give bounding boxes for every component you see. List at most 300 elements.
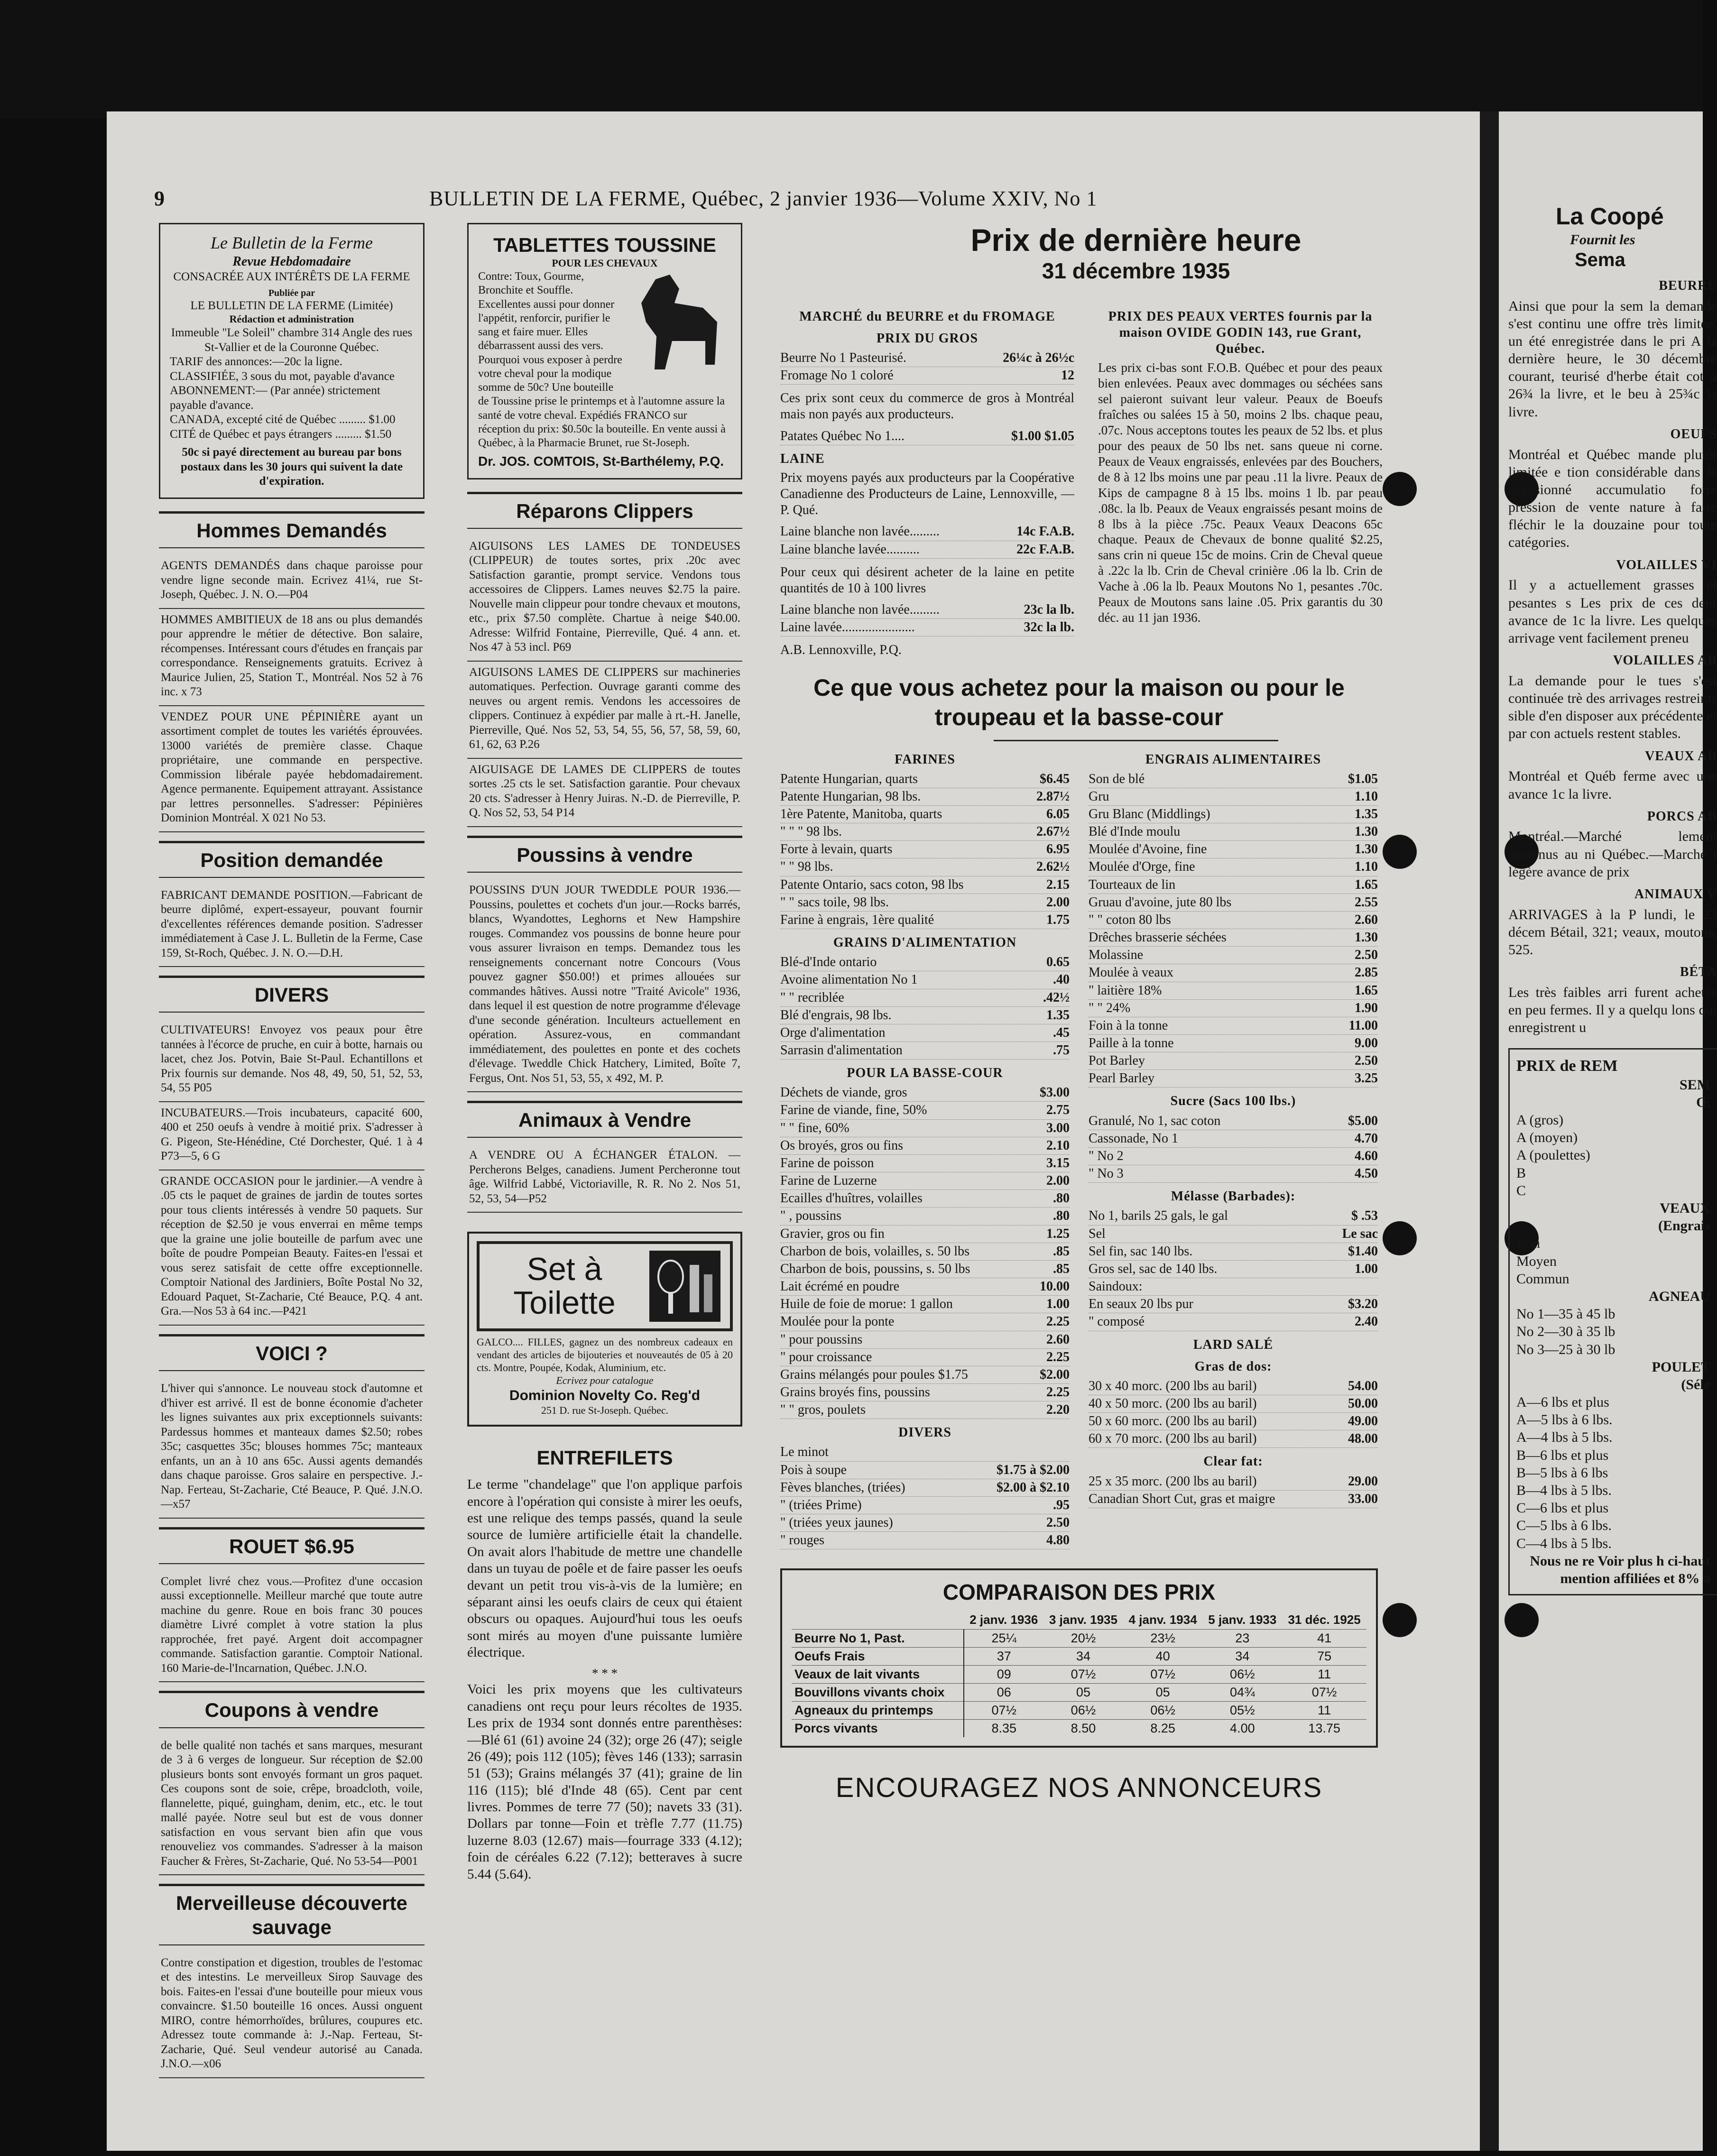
toussine-sign: Dr. JOS. COMTOIS, St-Barthélemy, P.Q. xyxy=(478,453,724,469)
adjacent-box-rows xyxy=(1516,1111,1710,1199)
masthead-subtitle: Revue Hebdomadaire xyxy=(232,254,351,269)
comparison-cell: 25¼ xyxy=(964,1630,1043,1648)
list-heading: FARINES xyxy=(895,752,955,767)
adjacent-box-row: A—4 lbs à 5 lbs. xyxy=(1516,1429,1613,1446)
comparison-cell: 11 xyxy=(1282,1701,1366,1719)
comparison-cell: 06½ xyxy=(1123,1701,1203,1719)
price-value: 2.50 xyxy=(1355,948,1378,963)
price-row xyxy=(1089,1225,1378,1243)
price-value: 2.55 xyxy=(1355,894,1378,910)
comparison-row xyxy=(792,1701,1366,1719)
price-label: " , poussins xyxy=(780,1208,841,1224)
comparison-cell: 07½ xyxy=(1123,1666,1203,1684)
comparison-row xyxy=(792,1666,1366,1684)
adjacent-heading: VEAUX AB xyxy=(1645,748,1717,764)
price-row xyxy=(1089,1413,1378,1430)
price-label: Canadian Short Cut, gras et maigre xyxy=(1089,1491,1275,1506)
price-value: 11.00 xyxy=(1348,1018,1378,1033)
price-label: " " recriblée xyxy=(780,990,844,1005)
comparison-cell: 75 xyxy=(1282,1648,1366,1666)
price-value: $6.45 xyxy=(1040,771,1070,786)
classified-ad: VENDEZ POUR UNE PÉPINIÈRE ayant un assortiment complet de toutes les variétés éprouvées. 13000 variétés de première classe. Chaque propriétaire, une commande en perspective. Commission libérale payée hebdomadairement. Agence permanente. Equipement attrayant. Assistance par lettres personnelles. S'adresser: Pépinières Dominion Montréal. X 021 No 53. xyxy=(159,706,425,832)
classified-ad: AIGUISONS LAMES DE CLIPPERS sur machineries automatiques. Perfection. Ouvrage garanti comme des neuves ou argent remis. Vendons les accessoires de clippers. Continuez à expédier par malle à rt.-H. Janelle, Pierreville, Qué. Nos 52, 53, 54, 55, 56, 57, 58, 59, 60, 61, 62, 63 P.26 xyxy=(467,662,742,759)
comparison-cell: 05½ xyxy=(1202,1701,1282,1719)
comparison-cell: 06½ xyxy=(1043,1701,1123,1719)
binding-hole xyxy=(1383,835,1417,869)
prices-title: Prix de dernière heure xyxy=(970,222,1302,258)
price-value: .80 xyxy=(1053,1191,1070,1206)
adjacent-price-box xyxy=(1508,1048,1717,1596)
adjacent-box-row: A—6 lbs et plus xyxy=(1516,1394,1609,1410)
price-row xyxy=(780,1349,1070,1366)
price-label: Gru xyxy=(1089,789,1109,804)
price-row: Beurre No 1 Pasteurisé. 26¼c à 26½c xyxy=(780,350,1074,367)
list-heading: POUR LA BASSE-COUR xyxy=(847,1066,1003,1081)
price-value: 2.10 xyxy=(1046,1138,1070,1153)
price-row xyxy=(780,1384,1070,1401)
price-value: .80 xyxy=(1053,1208,1070,1224)
price-value: 50.00 xyxy=(1348,1396,1378,1411)
price-label: Moulée à veaux xyxy=(1089,965,1173,980)
comparison-cell: Agneaux du printemps xyxy=(792,1701,964,1719)
adjacent-box-row: Bon xyxy=(1516,1235,1541,1252)
price-label: " " fine, 60% xyxy=(780,1120,849,1135)
comparison-header: 31 déc. 1925 xyxy=(1288,1612,1361,1627)
price-value: $1.75 à $2.00 xyxy=(997,1462,1070,1477)
price-value: 4.60 xyxy=(1355,1148,1378,1163)
adjacent-text: Montréal et Québec mande plutôt limitée e tion considérable dans le occasionné accumulatio forte pression de vente nature à faire fléchir le la douzaine pour toute catégories. xyxy=(1508,446,1717,551)
adjacent-sub: Sema xyxy=(1575,249,1625,271)
price-label: Moulée d'Avoine, fine xyxy=(1089,842,1207,857)
comparison-cell: Veaux de lait vivants xyxy=(792,1666,964,1684)
price-value: .75 xyxy=(1053,1043,1070,1058)
adjacent-page-content xyxy=(1499,202,1717,1595)
price-row xyxy=(780,954,1070,971)
adjacent-text: Montréal.—Marché lement soutenus au ni Québec.—Marché t légère avance de prix xyxy=(1508,829,1717,880)
price-value: 1.65 xyxy=(1355,983,1378,998)
price-row xyxy=(780,1366,1070,1384)
adjacent-box-row: B—4 lbs à 5 lbs. xyxy=(1516,1483,1612,1498)
comparison-cell: 37 xyxy=(964,1648,1043,1666)
section-heading: Coupons à vendre xyxy=(159,1691,425,1728)
comparison-table xyxy=(792,1611,1366,1737)
price-label: 60 x 70 morc. (200 lbs au baril) xyxy=(1089,1431,1257,1447)
price-label: Gros sel, sac de 140 lbs. xyxy=(1089,1261,1218,1276)
adjacent-text: La demande pour le tues s'est continuée trè des arrivages restreints sible d'en disposer aux précédente et par con actuels restent stables. xyxy=(1508,673,1717,742)
price-value: 49.00 xyxy=(1348,1414,1378,1429)
classified-ad: AIGUISAGE DE LAMES DE CLIPPERS de toutes sortes .25 cts le set. Satisfaction garantie. Pour chevaux 20 cts. S'adresser à Henry Juiras. N.-D. de Pierreville, P. Q. Nos 52, 53, 54 P14 xyxy=(467,759,742,827)
price-value: 1.30 xyxy=(1355,930,1378,945)
price-row xyxy=(780,989,1070,1007)
adjacent-box-sub: Œ xyxy=(1696,1094,1710,1110)
comparison-cell: 09 xyxy=(964,1666,1043,1684)
section-heading: Position demandée xyxy=(159,841,425,878)
list-heading: DIVERS xyxy=(898,1425,951,1440)
column-ads xyxy=(467,223,742,1888)
price-value: 1.35 xyxy=(1046,1007,1070,1023)
price-label: Farine de viande, fine, 50% xyxy=(780,1103,927,1118)
price-value: 2.00 xyxy=(1046,894,1070,910)
price-label: Son de blé xyxy=(1089,771,1145,786)
price-row xyxy=(1089,841,1378,858)
adjacent-heading: ANIMAUX V xyxy=(1634,886,1717,902)
price-value: 1.35 xyxy=(1355,806,1378,821)
price-row xyxy=(1089,1395,1378,1413)
price-label: " " coton 80 lbs xyxy=(1089,912,1171,927)
toussine-title: TABLETTES TOUSSINE xyxy=(493,234,716,256)
price-value: $5.00 xyxy=(1348,1113,1378,1128)
purchases-title: Ce que vous achetez pour la maison ou pour le troupeau et la basse-cour xyxy=(813,674,1345,731)
comparison-cell: 05 xyxy=(1123,1684,1203,1702)
price-row xyxy=(1089,806,1378,823)
masthead-classifiee: CLASSIFIÉE, 3 sous du mot, payable d'avance xyxy=(170,369,395,383)
adjacent-text: Ainsi que pour la sem la demande s'est continu une offre très limitée, un été enregistrée dans le pri A la dernière heure, le 30 décembre courant, teurisé d'herbe était cot à 26¾ la livre, et le beu à 25¾c la livre. xyxy=(1508,298,1717,420)
price-value: 0.65 xyxy=(1046,955,1070,970)
price-label: Sarrasin d'alimentation xyxy=(780,1043,903,1058)
price-value: 10.00 xyxy=(1040,1279,1070,1294)
classified-ad: HOMMES AMBITIEUX de 18 ans ou plus demandés pour apprendre le métier de détective. Bon salaire, récompenses. Intéressant cours d'études en français par correspondance. Renseignements gratuits. Ecrivez à Maurice Julien, 25, Station T., Montréal. Nos 52 à 76 inc. x 73 xyxy=(159,609,425,706)
comparison-cell: 8.50 xyxy=(1043,1719,1123,1737)
masthead-pub-by: Publiée par xyxy=(268,287,315,298)
adjacent-box-row: B—6 lbs et plus xyxy=(1516,1447,1609,1463)
adjacent-box-title: PRIX de REM xyxy=(1516,1057,1618,1075)
price-label: Molassine xyxy=(1089,948,1144,963)
price-label: En seaux 20 lbs pur xyxy=(1089,1297,1193,1312)
price-value: $2.00 à $2.10 xyxy=(997,1480,1070,1495)
classified-ad: INCUBATEURS.—Trois incubateurs, capacité 600, 400 et 250 oeufs à vendre à moitié prix. S'adresser à G. Pigeon, Ste-Hénédine, Cté Dorchester, Qué. 1 à 4 P73—5, 6 G xyxy=(159,1102,425,1170)
price-row xyxy=(780,1084,1070,1102)
price-value: $3.20 xyxy=(1348,1297,1378,1312)
price-label: Foin à la tonne xyxy=(1089,1018,1168,1033)
comparison-cell: 06 xyxy=(964,1684,1043,1702)
price-label: Blé d'Inde moulu xyxy=(1089,824,1181,839)
adjacent-box-row: A (poulettes) xyxy=(1516,1147,1590,1163)
price-value: 1.65 xyxy=(1355,877,1378,892)
price-value: .85 xyxy=(1053,1244,1070,1259)
adjacent-box-row: No 1—35 à 45 lb xyxy=(1516,1306,1615,1322)
price-row: Laine blanche lavée.......... 22c F.A.B. xyxy=(780,541,1074,559)
butter-market xyxy=(780,303,1074,659)
price-label: Blé-d'Inde ontario xyxy=(780,955,877,970)
price-row xyxy=(1089,1035,1378,1052)
price-row xyxy=(1089,788,1378,806)
classified-ad: FABRICANT DEMANDE POSITION.—Fabricant de beurre diplômé, expert-essayeur, pouvant fournir d'excellentes références demande position. S'adresser immédiatement à Case J. L. Bulletin de la Ferme, Case 159, St-Roch, Québec. J. N. O.—D.H. xyxy=(159,885,425,967)
classified-ad: CULTIVATEURS! Envoyez vos peaux pour être tannées à l'écorce de pruche, en cuir à botte, harnais ou lacet, chez Jos. Potvin, Baie St-Paul. Echantillons et Prix fournis sur demande. Nos 48, 49, 50, 51, 52, 53, 54, 55 P05 xyxy=(159,1019,425,1102)
price-value: 2.25 xyxy=(1046,1349,1070,1364)
classified-ad: A VENDRE OU A ÉCHANGER ÉTALON. —Percherons Belges, canadiens. Jument Percheronne tout âge. Wilfrid Labbé, Victoriaville, R. R. No 2. Nos 51, 52, 53, 54—P52 xyxy=(467,1144,742,1213)
price-label: Pois à soupe xyxy=(780,1462,847,1477)
list-heading: ENGRAIS ALIMENTAIRES xyxy=(1145,752,1321,767)
comparison-row xyxy=(792,1630,1366,1648)
price-row xyxy=(1089,1165,1378,1183)
price-label: Lait écrémé en poudre xyxy=(780,1279,900,1294)
price-value: 2.62½ xyxy=(1036,859,1070,875)
adjacent-text: ARRIVAGES à la P lundi, le 23 décem Bétail, 321; veaux, moutons, 525. xyxy=(1508,906,1717,958)
price-value: 2.25 xyxy=(1046,1314,1070,1329)
newspaper-page xyxy=(107,111,1480,2151)
price-value: 2.75 xyxy=(1046,1103,1070,1118)
price-value: 2.50 xyxy=(1355,1053,1378,1069)
price-label: " (triées yeux jaunes) xyxy=(780,1515,893,1530)
adjacent-heading: BEURRE xyxy=(1659,278,1717,293)
price-label: Moulée pour la ponte xyxy=(780,1314,895,1329)
price-row xyxy=(780,1155,1070,1172)
price-row xyxy=(1089,947,1378,964)
adjacent-heading: VOLAILLES VI xyxy=(1616,557,1717,572)
price-value: 54.00 xyxy=(1348,1378,1378,1393)
adjacent-heading: PORCS AB xyxy=(1647,809,1717,824)
adjacent-page xyxy=(1499,111,1717,2151)
price-row xyxy=(780,1462,1070,1479)
price-row xyxy=(780,1225,1070,1243)
adjacent-box-rows xyxy=(1516,1393,1710,1552)
price-value: 4.80 xyxy=(1046,1533,1070,1548)
comparison-cell: 40 xyxy=(1123,1648,1203,1666)
price-row xyxy=(780,823,1070,841)
price-label: Blé d'engrais, 98 lbs. xyxy=(780,1007,892,1023)
price-label: 40 x 50 morc. (200 lbs au baril) xyxy=(1089,1396,1257,1411)
price-value: 4.50 xyxy=(1355,1166,1378,1181)
price-value: 48.00 xyxy=(1348,1431,1378,1447)
wool-note-2: Pour ceux qui désirent acheter de la laine en petite quantités de 10 à 100 livres xyxy=(780,564,1074,596)
page-header xyxy=(107,183,1480,216)
adjacent-text: Montréal et Québ ferme avec une avance 1c la livre. xyxy=(1508,768,1717,802)
list-heading: Mélasse (Barbades): xyxy=(1171,1189,1296,1204)
divider xyxy=(994,740,1278,741)
price-row xyxy=(1089,1278,1378,1296)
price-value: 2.25 xyxy=(1046,1384,1070,1400)
price-row xyxy=(1089,1313,1378,1331)
comparison-cell: 34 xyxy=(1202,1648,1282,1666)
comparison-cell: 8.35 xyxy=(964,1719,1043,1737)
price-label: " pour poussins xyxy=(780,1332,863,1347)
wholesale-title: PRIX DU GROS xyxy=(876,331,979,346)
price-row xyxy=(1089,894,1378,912)
price-label: Paille à la tonne xyxy=(1089,1036,1174,1051)
price-value: 2.67½ xyxy=(1036,824,1070,839)
price-value: 3.15 xyxy=(1046,1155,1070,1170)
list-heading: Sucre (Sacs 100 lbs.) xyxy=(1170,1094,1296,1109)
toilet-set-icon xyxy=(649,1251,720,1322)
masthead-publisher: LE BULLETIN DE LA FERME (Limitée) xyxy=(190,299,393,312)
hides-text: Les prix ci-bas sont F.O.B. Québec et pour des peaux bien enlevées. Peaux avec dommages ou séchées sans sel paieront suivant leur valeur. Peaux de Boeufs fraîches ou salées 15 à 50, moins 2 lbs. chaque peau, .07c. Nous acceptons toutes les peaux de 52 lbs. et plus pour des peaux de 50 lbs net. sans queue ni corne. Peaux de Veaux engraissés, enlevées par des Bouchers, de 8 à 12 lbs moins une par peau .11 la livre. Peaux de Kips de campagne 8 à 15 lbs. moins 1 lb. par peau .08c. la lb. Peaux de Veaux engraissés pesant moins de 8 lbs à la pièce .75c. Peaux Veaux Deacons 65c chaque. Peaux de Chevaux de bonne qualité $2.25, sans crin ni queue 15c de moins. Crin de Cheval queue à .22c la lb. Crin de Cheval crinière .06 la lb. Crin de Vache à .06 la lb. Peaux Moutons No 1, pesantes .70c. Peaux de Moutons sans laine .05. Prix garantis du 30 déc. au 11 jan 1936. xyxy=(1098,360,1383,625)
price-label: Charbon de bois, volailles, s. 50 lbs xyxy=(780,1244,969,1259)
wool-note: Prix moyens payés aux producteurs par la Coopérative Canadienne des Producteurs de Laine, Lennoxville, — P. Qué. xyxy=(780,470,1074,518)
stars-divider: * * * xyxy=(592,1666,618,1681)
price-value: 29.00 xyxy=(1348,1474,1378,1489)
set-toilette-banner xyxy=(477,1241,733,1331)
adjacent-box-row: A (moyen) xyxy=(1516,1130,1578,1146)
comparison-cell: 05 xyxy=(1043,1684,1123,1702)
comparison-cell: 34 xyxy=(1043,1648,1123,1666)
comparison-cell: 23½ xyxy=(1123,1630,1203,1648)
price-row xyxy=(780,858,1070,876)
adjacent-box-sub: AGNEAU xyxy=(1648,1288,1710,1304)
price-label: 50 x 60 morc. (200 lbs au baril) xyxy=(1089,1414,1257,1429)
comparison-cell: Oeufs Frais xyxy=(792,1648,964,1666)
adjacent-text: Il y a actuellement grasses et pesantes s Les prix de ces denr avance de 1c la livre. Les quelques arrivage vent facilement preneu xyxy=(1508,577,1717,646)
price-row xyxy=(780,1313,1070,1331)
price-value: 1.30 xyxy=(1355,842,1378,857)
price-row xyxy=(1089,1148,1378,1165)
adjacent-box-row: C—6 lbs et plus xyxy=(1516,1500,1609,1516)
set-toilette-address: 251 D. rue St-Joseph. Québec. xyxy=(541,1404,669,1417)
comparison-cell: Porcs vivants xyxy=(792,1719,964,1737)
price-value: $ .53 xyxy=(1351,1208,1378,1224)
adjacent-heading: VOLAILLES AB xyxy=(1613,653,1717,668)
price-value: 1.10 xyxy=(1355,789,1378,804)
comparison-cell: 4.00 xyxy=(1202,1719,1282,1737)
purchases-right xyxy=(1089,746,1378,1550)
purchases-left xyxy=(780,746,1070,1550)
comparison-header: 4 janv. 1934 xyxy=(1128,1612,1197,1627)
price-row xyxy=(780,1042,1070,1060)
price-row xyxy=(1089,771,1378,788)
classified-ad: Complet livré chez vous.—Profitez d'une occasion aussi exceptionnelle. Meilleur marché que toute autre machine du genre. Roue en bois franc 30 pouces diamètre Livré complet à votre station la plus rapprochée, fret payé. Argent doit accompagner commande. Satisfaction garantie. Comptoir National. 160 Marie-de-l'Incarnation, Québec. J.N.O. xyxy=(159,1571,425,1683)
price-row xyxy=(1089,1430,1378,1448)
price-value: 33.00 xyxy=(1348,1491,1378,1506)
classified-ad: L'hiver qui s'annonce. Le nouveau stock d'automne et d'hiver est arrivé. Il est de bonne économie d'acheter les lignes suivantes aux prix exceptionnels suivants: Pardessus hommes et manteaux dames $2.50; robes 35c; casquettes 35c; blouses hommes 75c; manteaux enfants, un an à 10 ans 65c. Aussi agents demandés dans chaque paroisse. Gros salaire en perspective. J.-Nap. Ferteau, St-Zacharie, Cté Beauce, P. Qué. J.N.O.—x57 xyxy=(159,1378,425,1519)
price-label: Cassonade, No 1 xyxy=(1089,1131,1178,1146)
list-heading: Clear fat: xyxy=(1203,1454,1263,1469)
price-label: Orge d'alimentation xyxy=(780,1025,886,1040)
price-label: Gru Blanc (Middlings) xyxy=(1089,806,1210,821)
adjacent-box-row: No 2—30 à 35 lb xyxy=(1516,1324,1615,1340)
scan-border xyxy=(0,0,1703,119)
price-value: 2.85 xyxy=(1355,965,1378,980)
comparison-cell: 8.25 xyxy=(1123,1719,1203,1737)
set-toilette-text: GALCO.... FILLES, gagnez un des nombreux cadeaux en vendant des articles de bijouteries et nouveautés de 05 à 20 cts. Montre, Poupée, Kodak, Aluminium, etc. xyxy=(477,1336,733,1374)
price-value: 1.25 xyxy=(1046,1226,1070,1241)
section-heading: ROUET $6.95 xyxy=(159,1527,425,1564)
price-row: Fromage No 1 coloré 12 xyxy=(780,367,1074,385)
adjacent-text: Les très faibles arri furent achetés en peu fermes. Il y a quelqu lons qui enregistrent u xyxy=(1508,984,1717,1036)
price-label: Patente Hungarian, 98 lbs. xyxy=(780,789,921,804)
price-row xyxy=(1089,964,1378,982)
price-label: Farine de Luzerne xyxy=(780,1173,877,1189)
comparison-cell: 07½ xyxy=(964,1701,1043,1719)
price-label: Patente Hungarian, quarts xyxy=(780,771,918,786)
price-value: 2.15 xyxy=(1046,877,1070,892)
price-row xyxy=(1089,1243,1378,1261)
price-label: Gruau d'avoine, jute 80 lbs xyxy=(1089,894,1232,910)
classified-ad: AGENTS DEMANDÉS dans chaque paroisse pour vendre ligne seconde main. Ecrivez 41¼, rue St-Joseph, Québec. J. N. O.—P04 xyxy=(159,555,425,609)
price-label: Grains broyés fins, poussins xyxy=(780,1384,930,1400)
price-label: Déchets de viande, gros xyxy=(780,1085,907,1100)
price-row xyxy=(1089,823,1378,841)
price-row: Laine blanche non lavée......... 23c la lb. xyxy=(780,601,1074,619)
price-label: Avoine alimentation No 1 xyxy=(780,972,918,987)
comparison-cell: 07½ xyxy=(1282,1684,1366,1702)
price-row xyxy=(780,1007,1070,1024)
comparison-header xyxy=(792,1611,964,1630)
set-toilette-ecrivez: Ecrivez pour catalogue xyxy=(556,1374,654,1386)
adjacent-box-rows xyxy=(1516,1305,1710,1358)
section-heading: Merveilleuse découverte sauvage xyxy=(159,1884,425,1945)
price-label: Grains mélangés pour poules $1.75 xyxy=(780,1367,968,1382)
price-label: " rouges xyxy=(780,1533,825,1548)
masthead-cite: CITÉ de Québec et pays étrangers ......... $1.50 xyxy=(170,427,392,441)
price-row xyxy=(780,788,1070,806)
comparison-row xyxy=(792,1719,1366,1737)
adjacent-box-row: B xyxy=(1516,1165,1526,1181)
price-row xyxy=(1089,1473,1378,1491)
binding-hole xyxy=(1505,1603,1539,1637)
masthead-abonnement: ABONNEMENT:— (Par année) strictement payable d'avance. xyxy=(170,384,380,412)
comparison-row xyxy=(792,1648,1366,1666)
price-row xyxy=(780,1190,1070,1207)
price-row xyxy=(1089,1491,1378,1508)
price-label: " No 3 xyxy=(1089,1166,1124,1181)
comparison-cell: 41 xyxy=(1282,1630,1366,1648)
price-row xyxy=(780,1497,1070,1514)
price-row xyxy=(1089,1113,1378,1130)
adjacent-box-sub: (Séle xyxy=(1681,1376,1710,1392)
butter-title: MARCHÉ du BEURRE et du FROMAGE xyxy=(799,309,1055,324)
adjacent-box-row: A—5 lbs à 6 lbs. xyxy=(1516,1412,1613,1428)
price-label: Patente Ontario, sacs coton, 98 lbs xyxy=(780,877,964,892)
adjacent-box-row: C—4 lbs à 5 lbs. xyxy=(1516,1535,1612,1551)
adjacent-box-sub: VEAUX xyxy=(1660,1200,1710,1216)
entrefilets-paragraph: Voici les prix moyens que les cultivateurs canadiens ont reçu pour leurs récoltes de 1935. Les prix de 1934 sont donnés entre parenthèses:—Blé 61 (61) avoine 24 (32); orge 26 (47); seigle 26 (49); pois 112 (105); fèves 146 (133); sarrasin 51 (53); Grains mélangés 37 (41); graine de lin 116 (115); blé d'Inde 48 (65). Cent par cent livres. Pommes de terre 77 (50); navets 33 (31). Dollars par tonne—Foin et trèfle 7.77 (11.75) luzerne 8.03 (12.67) mais—fourrage 333 (4.12); foin de céréales 6.22 (7.12); betteraves à sucre 5.44 (5.64). xyxy=(467,1682,742,1882)
price-label: Granulé, No 1, sac coton xyxy=(1089,1113,1221,1128)
comparison-cell: 07½ xyxy=(1043,1666,1123,1684)
price-row xyxy=(780,1296,1070,1313)
comparison-cell: 04¾ xyxy=(1202,1684,1282,1702)
price-row xyxy=(1089,912,1378,929)
price-row xyxy=(780,1102,1070,1119)
price-row xyxy=(780,894,1070,912)
price-label: " " 24% xyxy=(1089,1000,1131,1015)
comparison-header: 5 janv. 1933 xyxy=(1208,1612,1277,1627)
price-row xyxy=(780,806,1070,823)
prices-section xyxy=(780,223,1492,1805)
adjacent-heading: OEUFS xyxy=(1670,426,1717,442)
page-gutter xyxy=(1480,111,1499,2151)
set-toilette-title: Set à Toilette xyxy=(513,1251,616,1321)
toussine-text: Contre: Toux, Gourme, Bronchite et Souffle. Excellentes aussi pour donner l'appétit, renforcir, purifier le sang et faire muer. Elles débarrassent aussi des vers. Pourquoi vous exposer à perdre votre cheval pour la modique somme de 50c? Une bouteille de Toussine prise le printemps et à l'automne assure la santé de votre cheval. Expédiés FRANCO sur réception du prix: $0.50c la bouteille. En vente aussi à Québec, à la Pharmacie Brunet, rue St-Joseph. xyxy=(478,270,726,450)
adjacent-box-sub: (Engrais xyxy=(1658,1218,1710,1234)
price-label: " " gros, poulets xyxy=(780,1402,866,1418)
price-label: " " " 98 lbs. xyxy=(780,824,842,839)
price-row xyxy=(780,876,1070,894)
price-label: No 1, barils 25 gals, le gal xyxy=(1089,1208,1228,1224)
price-row xyxy=(780,1207,1070,1225)
price-row xyxy=(780,1243,1070,1261)
classified-ad: GRANDE OCCASION pour le jardinier.—A vendre à .05 cts le paquet de graines de jardin de toutes sortes pour tous clients intéressés à vendre 50 paquets. Sur réception de $2.50 je vous enverrai en même temps que la graine une jolie bouteille de parfum avec une boîte de poudre Pompeian Beauty. Faites-en l'essai et vous serez satisfait de cette offre exceptionnelle. Comptoir National des Jardiniers, Boîte Postal No 32, Edouard Paquet, St-Zacharie, Cté Beauce, P.Q. 4 ant. Gra.—Nos 53 à 64 inc.—P421 xyxy=(159,1170,425,1326)
price-value: 1.30 xyxy=(1355,824,1378,839)
price-label: Drêches brasserie séchées xyxy=(1089,930,1227,945)
price-row xyxy=(780,1331,1070,1349)
price-label: Sel fin, sac 140 lbs. xyxy=(1089,1244,1193,1259)
price-value: .45 xyxy=(1053,1025,1070,1040)
price-label: Farine à engrais, 1ère qualité xyxy=(780,912,934,927)
adjacent-box-row: No 3—25 à 30 lb xyxy=(1516,1341,1615,1357)
adjacent-box-rows xyxy=(1516,1235,1710,1288)
price-row xyxy=(1089,1052,1378,1070)
list-heading: Gras de dos: xyxy=(1194,1359,1272,1374)
comparison-title: COMPARAISON DES PRIX xyxy=(942,1580,1216,1605)
comparison-cell: 20½ xyxy=(1043,1630,1123,1648)
price-row xyxy=(1089,858,1378,876)
price-row xyxy=(780,1514,1070,1532)
toussine-subtitle: POUR LES CHEVAUX xyxy=(552,257,658,269)
adjacent-box-row: C xyxy=(1516,1182,1526,1198)
price-value: $1.05 xyxy=(1348,771,1378,786)
price-value: 4.70 xyxy=(1355,1131,1378,1146)
price-value: 2.60 xyxy=(1046,1332,1070,1347)
price-value: 1.90 xyxy=(1355,1000,1378,1015)
